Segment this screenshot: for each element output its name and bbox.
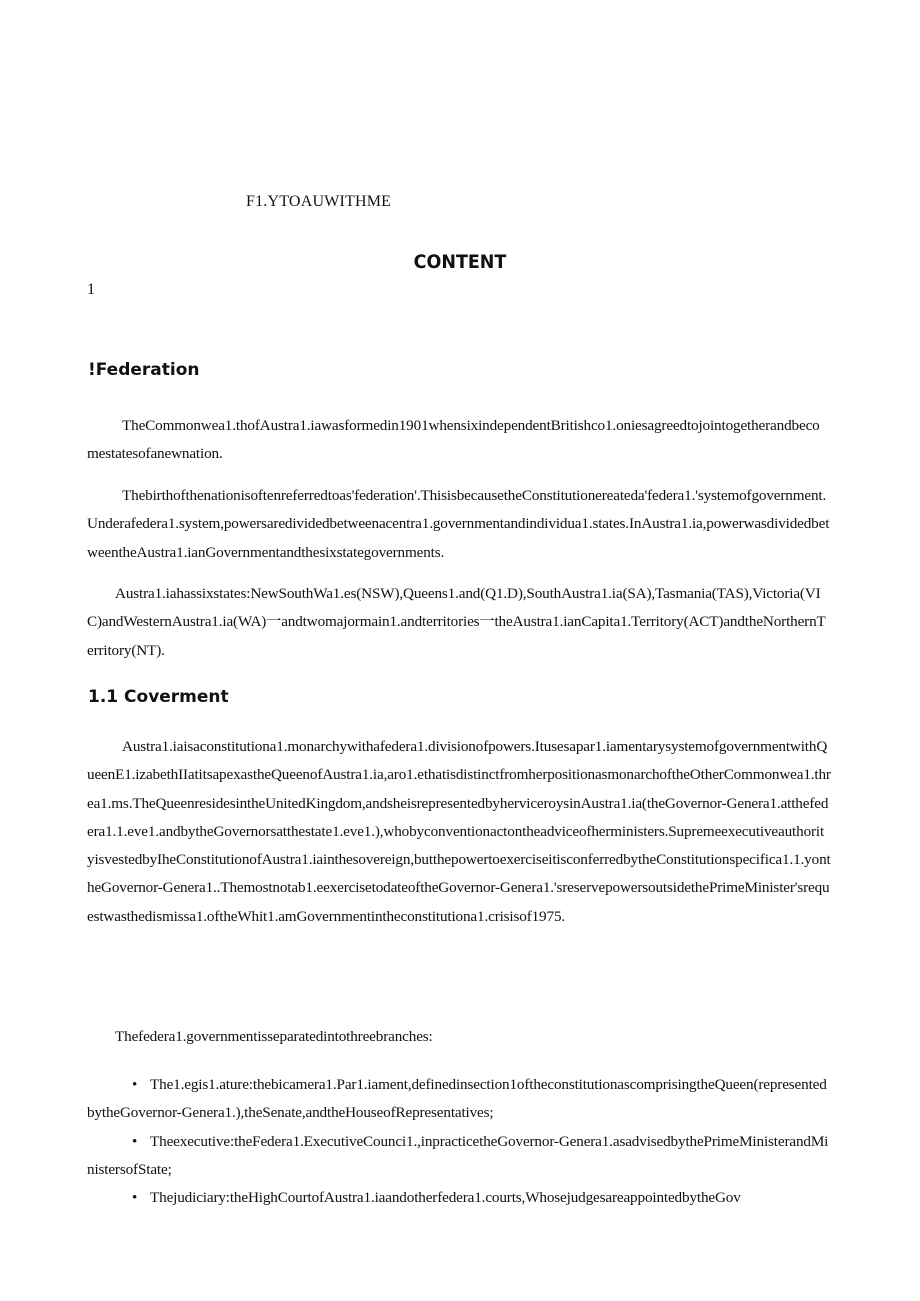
bullet-icon: • [132, 1132, 138, 1150]
federation-paragraph-2: Thebirthofthenationisoftenreferredtoas'federation'.ThisisbecausetheConstitutionereateda'federa1.'systemofgovernment.Underafedera1.system,powersaredividedbetweenacentra1.governmentandindividua1.states.InAustra1.ia,powerwasdividedbetweentheAustra1.ianGovernmentandthesixstategovernments. [87, 487, 830, 561]
content-title: CONTENT [413, 251, 507, 273]
bullet-icon: • [132, 1189, 138, 1207]
list-item [87, 1184, 831, 1212]
federation-paragraph-1: TheCommonwea1.thofAustra1.iawasformedin1901whensixindependentBritishco1.oniesagreedtojointogetherandbecomestatesofanewnation. [87, 417, 820, 463]
federation-heading: !Federation [88, 360, 200, 380]
list-item [87, 1071, 831, 1128]
government-paragraph-2: Thefedera1.governmentisseparatedintothreebranches: [115, 1028, 433, 1045]
government-heading: 1.1 Coverment [88, 687, 229, 707]
list-item-text: The1.egis1.ature:thebicamera1.Par1.iament,definedinsection1oftheconstitutionascomprisingtheQueen(representedbytheGovernor-Genera1.),theSenate,andtheHouseofRepresentatives; [87, 1076, 827, 1122]
bullet-icon: • [132, 1076, 138, 1093]
page-number: 1 [87, 281, 95, 298]
list-item-text: Theexecutive:theFedera1.ExecutiveCounci1.,inpracticetheGovernor-Genera1.asadvisedbythePrimeMinisterandMinistersofState; [87, 1132, 829, 1178]
government-paragraph-1: Austra1.iaisaconstitutiona1.monarchywithafedera1.divisionofpowers.Itusesapar1.iamentarysystemofgovernmentwithQueenE1.izabethIIatitsapexastheQueenofAustra1.ia,aro1.ethatisdistinctfromherpositionasmonarchoftheOtherCommonwea1.threa1.ms.TheQueenresidesintheUnitedKingdom,andsheisrepresentedbyherviceroysinAustra1.ia(theGovernor-Genera1.atthefedera1.1.eve1.andbytheGovernorsatthestate1.eve1.),whobyconventionactontheadviceofherministers.SupremeexecutiveauthorityisvestedbyIheConstitutionofAustra1.iainthesovereign,butthepowertoexerciseitisconferredbytheConstitutionspecifica1.1.yontheGovernor-Genera1..Themostnotab1.eexercisetodateoftheGovernor-Genera1.'sreservepowersoutsidethePrimeMinister'srequestwasthedismissa1.oftheWhit1.amGovernmentintheconstitutiona1.crisisof1975. [87, 738, 831, 925]
branches-list [87, 1071, 831, 1212]
list-item-text: Thejudiciary:theHighCourtofAustra1.iaandotherfedera1.courts,WhosejudgesareappointedbytheGov [150, 1189, 741, 1207]
document-header-code: F1.YTOAUWITHME [246, 193, 392, 210]
list-item [87, 1128, 831, 1185]
federation-paragraph-3: Austra1.iahassixstates:NewSouthWa1.es(NSW),Queens1.and(Q1.D),SouthAustra1.ia(SA),Tasmania(TAS),Victoria(VIC)andWesternAustra1.ia(WA)一andtwomajormain1.andterritories一theAustra1.ianCapita1.Territory(ACT)andtheNorthernTerritory(NT). [87, 585, 826, 659]
